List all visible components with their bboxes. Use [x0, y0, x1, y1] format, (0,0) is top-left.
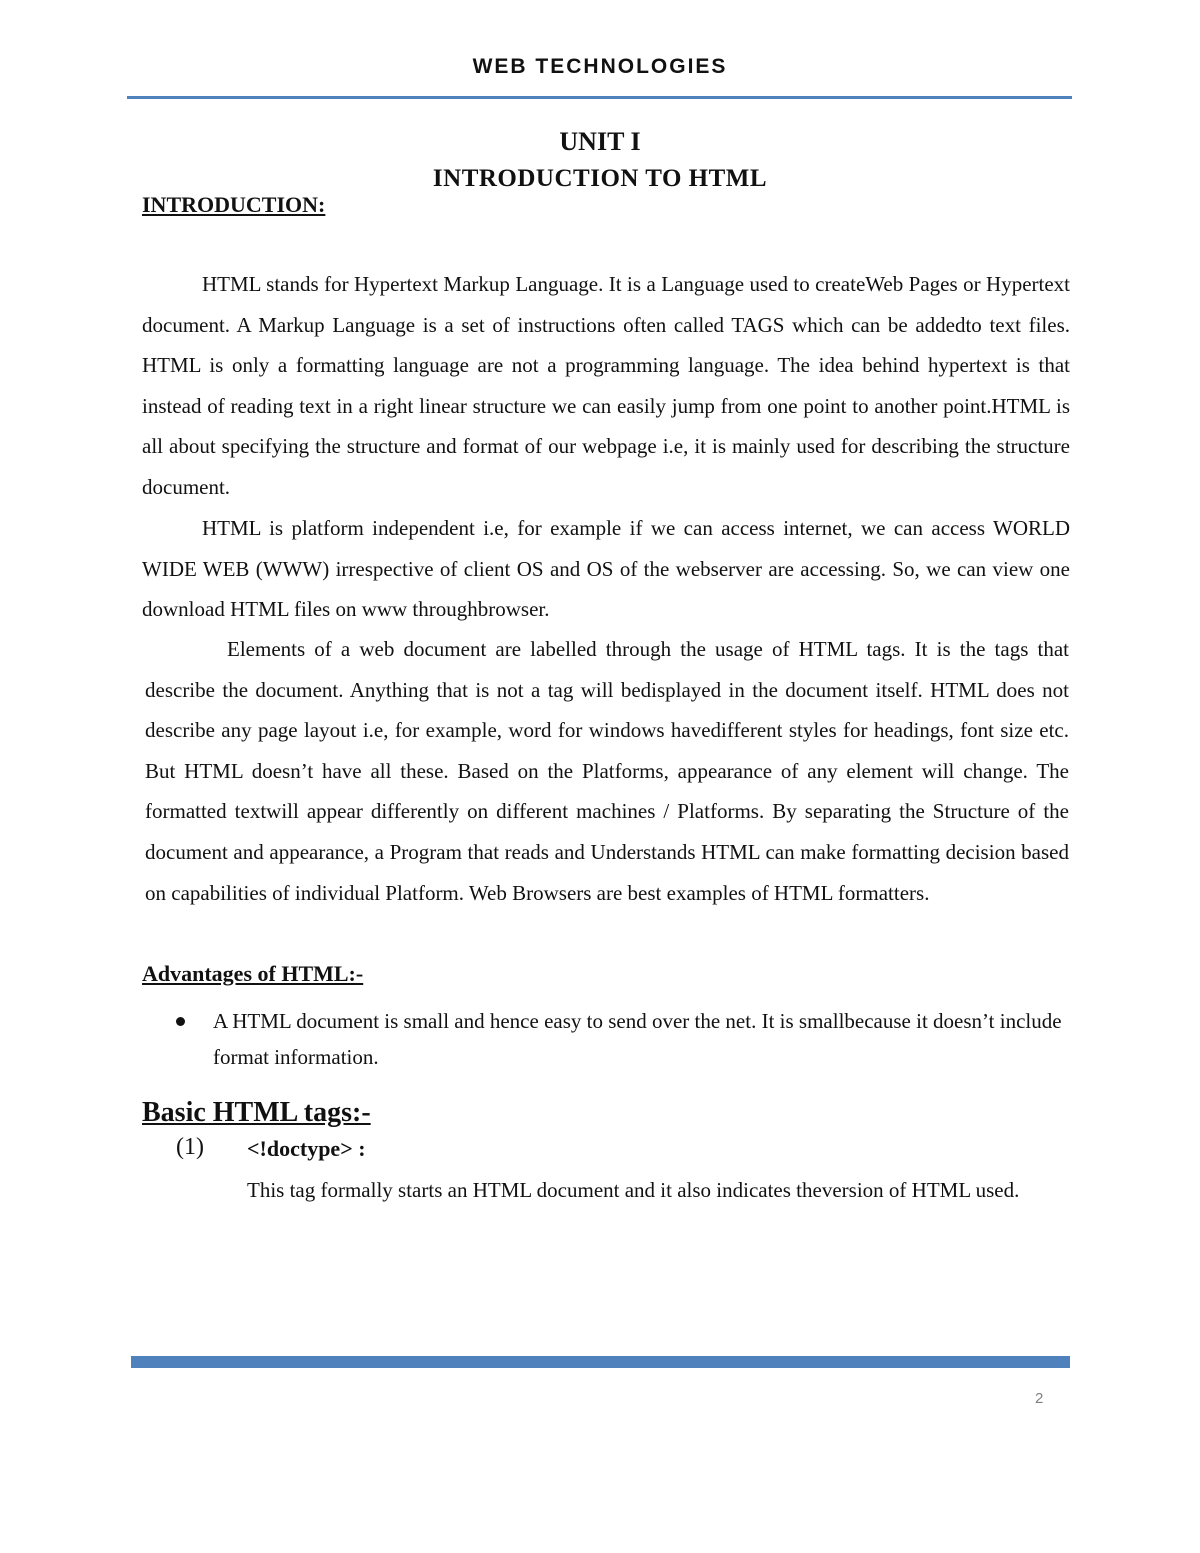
introduction-heading: INTRODUCTION: — [142, 192, 326, 217]
introduction-paragraph-3: Elements of a web document are labelled through the usage of HTML tags. It is the tags that describe the document. Anything that is not a tag will bedisplayed in the document itself. HTML does not describe any page layout i.e, for example, word for windows havedifferent styles for headings, font size etc. But HTML doesn’t have all these. Based on the Platforms, appearance of any element will change. The formatted textwill appear differently on different machines / Platforms. By separating the Structure of the document and appearance, a Program that reads and Understands HTML can make formatting decision based on capabilities of individual Platform. Web Browsers are best examples of HTML formatters. — [145, 637, 1069, 905]
footer-bar — [131, 1356, 1070, 1368]
advantages-heading: Advantages of HTML:- — [142, 961, 364, 986]
tag-description: This tag formally starts an HTML document and it also indicates theversion of HTML used. — [247, 1178, 1020, 1202]
header-divider — [127, 96, 1072, 99]
running-header: WEB TECHNOLOGIES — [472, 55, 728, 78]
chapter-title: INTRODUCTION TO HTML — [432, 165, 768, 192]
unit-title: UNIT I — [559, 127, 641, 156]
tag-number: (1) — [176, 1134, 204, 1160]
advantages-list — [170, 1003, 1070, 1075]
page-number: 2 — [1035, 1390, 1044, 1407]
introduction-paragraph-1: HTML stands for Hypertext Markup Language. It is a Language used to createWeb Pages or Hypertext document. A Markup Language is a set of instructions often called TAGS which can be addedto text files. HTML is only a formatting language are not a programming language. The idea behind hypertext is that instead of reading text in a right linear structure we can easily jump from one point to another point.HTML is all about specifying the structure and format of our webpage i.e, it is mainly used for describing the structure document. — [142, 272, 1070, 499]
tag-name: <!doctype> : — [247, 1136, 366, 1161]
bullet-icon — [176, 1017, 185, 1026]
list-item — [170, 1003, 1070, 1075]
advantage-text: A HTML document is small and hence easy to send over the net. It is smallbecause it doesn’t include format information. — [213, 1009, 1062, 1069]
introduction-paragraph-2: HTML is platform independent i.e, for example if we can access internet, we can access WORLD WIDE WEB (WWW) irrespective of client OS and OS of the webserver are accessing. So, we can view one download HTML files on www throughbrowser. — [142, 516, 1070, 622]
basic-tags-heading: Basic HTML tags:- — [142, 1097, 371, 1128]
